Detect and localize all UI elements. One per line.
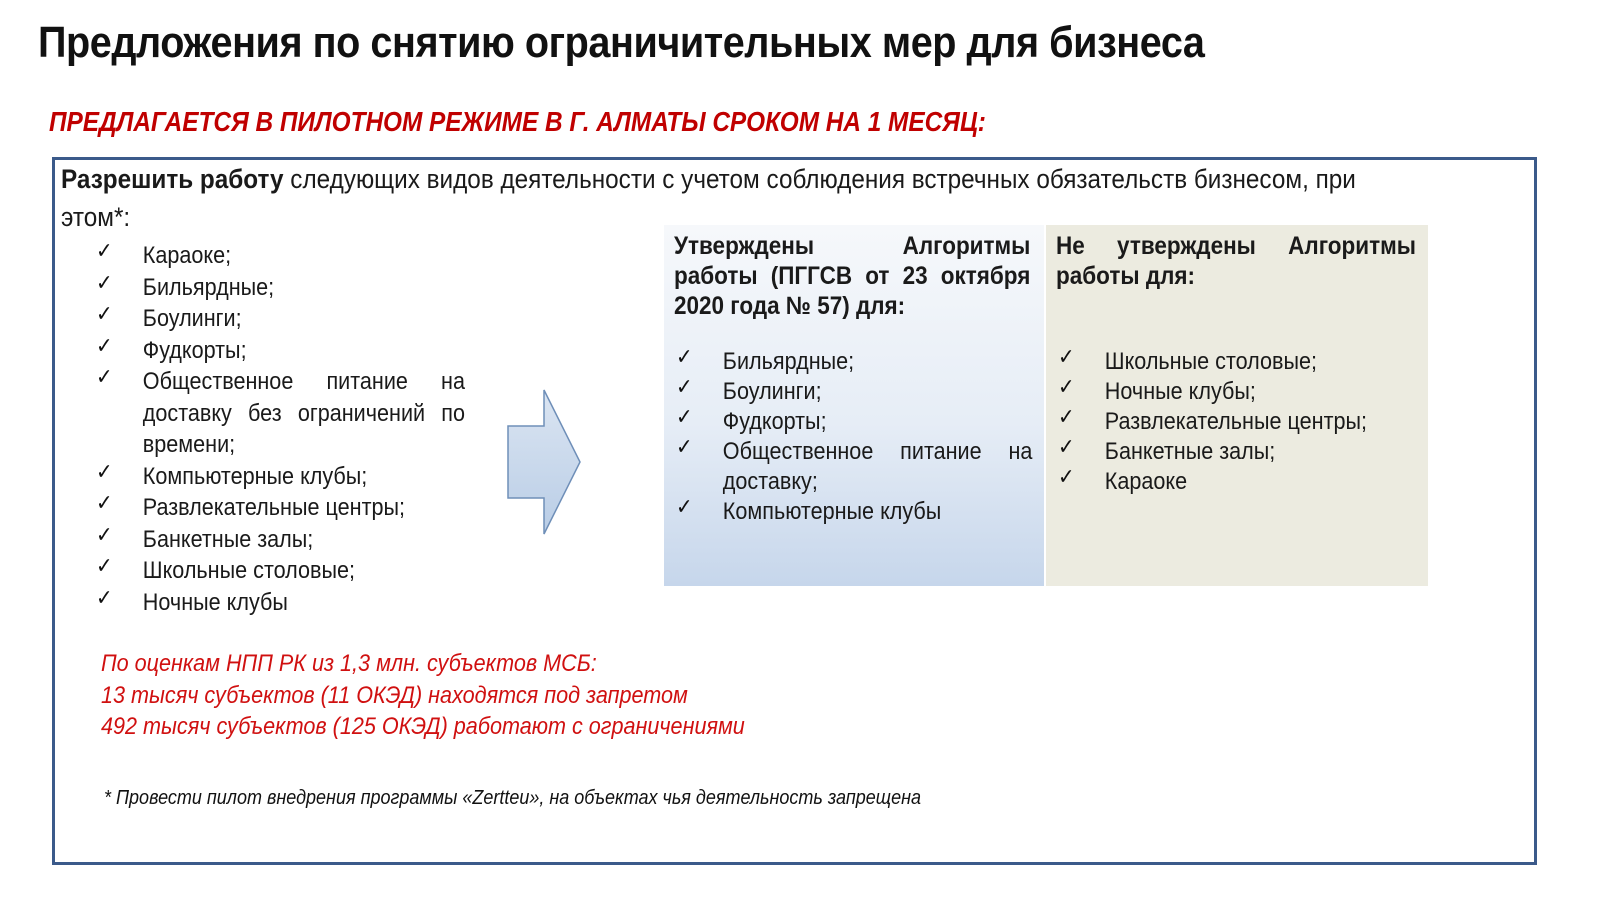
checkmark-icon: ✓ <box>1058 345 1075 370</box>
checkmark-icon: ✓ <box>96 333 113 359</box>
list-item <box>1058 347 1427 377</box>
list-item <box>676 407 1032 437</box>
list-item <box>676 347 1032 377</box>
checkmark-icon: ✓ <box>96 554 113 579</box>
checkmark-icon: ✓ <box>1058 465 1075 490</box>
list-item <box>676 377 1032 407</box>
checkmark-icon: ✓ <box>96 302 113 327</box>
approved-list <box>676 347 1032 527</box>
checkmark-icon: ✓ <box>96 239 113 264</box>
list-item <box>96 240 465 272</box>
list-item-label: Компьютерные клубы <box>722 498 942 525</box>
checkmark-icon: ✓ <box>96 585 113 611</box>
checkmark-icon: ✓ <box>96 365 113 390</box>
list-item <box>96 335 465 367</box>
list-item-label: Ночные клубы <box>142 588 288 616</box>
list-item-label: Компьютерные клубы; <box>142 462 368 490</box>
checkmark-icon: ✓ <box>676 375 693 400</box>
approved-header: Утверждены Алгоритмы работы (ПГГСВ от 23 октября 2020 года № 57) для: <box>674 232 1031 320</box>
checkmark-icon: ✓ <box>676 495 693 520</box>
approved-algorithms-panel <box>664 225 1044 586</box>
list-item-label: Развлекательные центры; <box>1104 408 1367 435</box>
list-item-label: Банкетные залы; <box>142 525 314 553</box>
stats-line: 492 тысяч субъектов (125 ОКЭД) работают с ограничениями <box>101 713 745 740</box>
list-item-label: Боулинги; <box>722 378 822 405</box>
list-item-label: Школьные столовые; <box>142 557 356 584</box>
list-item-label: Банкетные залы; <box>1104 438 1276 465</box>
list-item <box>676 437 1032 497</box>
list-item-label: Караоке <box>1104 468 1188 495</box>
intro-rest: следующих видов деятельности с учетом соблюдения встречных обязательств бизнесом, при этом*: <box>61 164 1356 232</box>
list-item-label: Школьные столовые; <box>1104 348 1318 375</box>
checkmark-icon: ✓ <box>96 459 113 485</box>
list-item-label: Караоке; <box>142 242 232 269</box>
list-item <box>96 272 465 304</box>
not-approved-list <box>1058 347 1427 497</box>
list-item <box>1058 437 1427 467</box>
msb-statistics <box>101 648 821 743</box>
right-arrow-icon <box>506 388 584 536</box>
not-approved-algorithms-panel <box>1046 225 1428 586</box>
list-item-label: Общественное питание на доставку без ограничений по времени; <box>142 368 466 458</box>
list-item-label: Фудкорты; <box>142 336 247 364</box>
footnote: * Провести пилот внедрения программы «Zertteu», на объектах чья деятельность запрещена <box>104 787 922 809</box>
list-item <box>96 303 465 335</box>
list-item <box>1058 407 1427 437</box>
list-item-label: Бильярдные; <box>142 273 275 301</box>
stats-line: По оценкам НПП РК из 1,3 млн. субъектов МСБ: <box>101 650 597 677</box>
slide-title: Предложения по снятию ограничительных мер для бизнеса <box>38 18 1205 67</box>
list-item <box>96 587 465 619</box>
stats-line: 13 тысяч субъектов (11 ОКЭД) находятся под запретом <box>101 681 688 709</box>
list-item <box>96 524 465 556</box>
intro-bold: Разрешить работу <box>61 164 284 194</box>
list-item <box>1058 467 1427 497</box>
list-item <box>96 555 465 587</box>
checkmark-icon: ✓ <box>676 435 693 460</box>
checkmark-icon: ✓ <box>96 270 113 296</box>
list-item-label: Развлекательные центры; <box>142 494 405 521</box>
checkmark-icon: ✓ <box>676 405 693 430</box>
list-item <box>96 492 465 524</box>
list-item <box>96 366 465 461</box>
list-item-label: Бильярдные; <box>722 348 855 375</box>
list-item-label: Боулинги; <box>142 305 242 332</box>
checkmark-icon: ✓ <box>96 491 113 516</box>
checkmark-icon: ✓ <box>1058 435 1075 460</box>
checkmark-icon: ✓ <box>1058 405 1075 430</box>
activity-list <box>96 240 465 618</box>
checkmark-icon: ✓ <box>96 522 113 548</box>
list-item <box>96 461 465 493</box>
list-item-label: Фудкорты; <box>722 408 827 435</box>
list-item-label: Ночные клубы; <box>1104 378 1256 405</box>
list-item <box>1058 377 1427 407</box>
checkmark-icon: ✓ <box>1058 375 1075 400</box>
checkmark-icon: ✓ <box>676 345 693 370</box>
list-item-label: Общественное питание на доставку; <box>722 438 1033 495</box>
slide-subtitle: ПРЕДЛАГАЕТСЯ В ПИЛОТНОМ РЕЖИМЕ В Г. АЛМАТЫ СРОКОМ НА 1 МЕСЯЦ: <box>49 106 986 137</box>
not-approved-header: Не утверждены Алгоритмы работы для: <box>1056 232 1416 290</box>
list-item <box>676 497 1032 527</box>
